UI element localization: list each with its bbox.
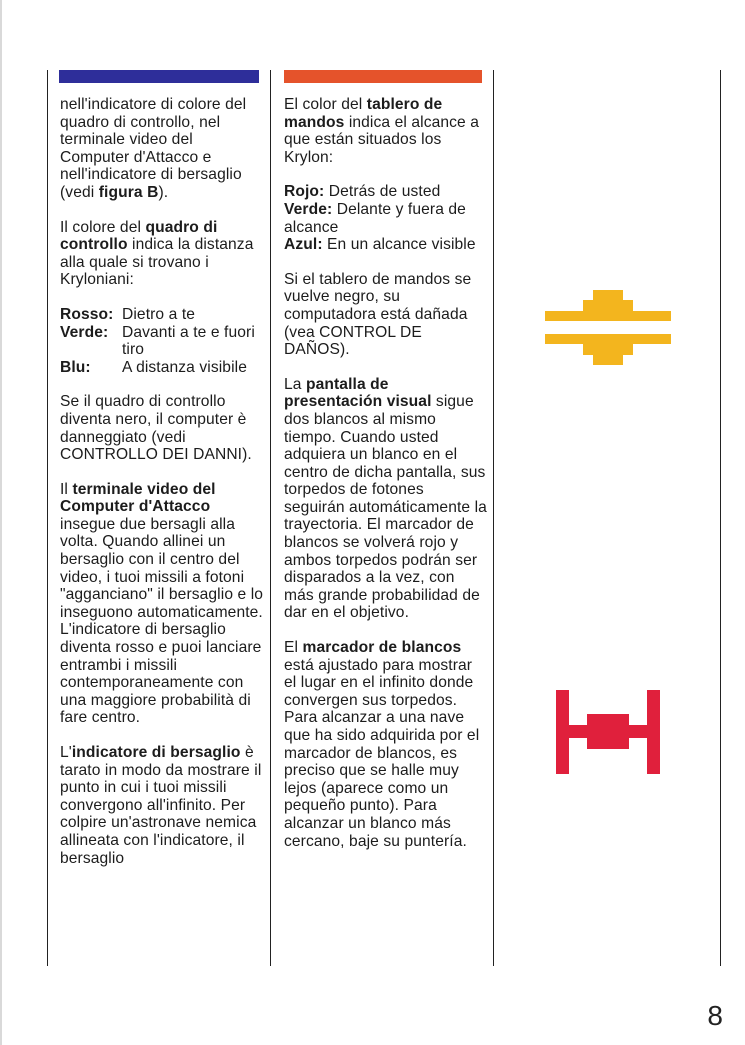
italian-column [60,96,265,884]
spanish-column [284,96,487,867]
italian-color-legend [60,306,265,376]
column-rule-right [493,70,494,966]
spanish-paragraph-1: El color del tablero de mandos indica el alcance a que están situados los Krylon: [284,96,480,166]
red-header-bar [284,70,482,83]
legend-row-azul: Azul: En un alcance visible [284,236,476,254]
italian-paragraph-2: Il colore del quadro di controllo indica la distanza alla quale si trovano i Kryloniani: [60,218,254,289]
legend-row-rosso: Rosso: Dietro a te [60,305,196,323]
italian-paragraph-5: L'indicatore di bersaglio è tarato in modo da mostrare il punto in cui i tuoi missili convergono all'infinito. Per colpire un'astronave nemica allineata con l'indicatore, il bersaglio [60,744,262,867]
italian-paragraph-4: Il terminale video del Computer d'Attacco insegue due bersagli alla volta. Quando allinei un bersaglio con il centro del video, i tuoi missili a fotoni "agganciano" il bersaglio e lo inseguono automaticamente. L'indicatore di bersaglio diventa rosso e puoi lanciare entrambi i missili contemporaneamente con una maggiore probabilità di fare centro. [60,480,264,727]
italian-paragraph-1: nell'indicatore di colore del quadro di controllo, nel terminale video del Computer d'Attacco e nell'indicatore di bersaglio (vedi figura B). [60,96,247,201]
page-left-edge [0,0,2,1045]
yellow-glyph-icon [545,290,671,365]
spanish-paragraph-2: Si el tablero de mandos se vuelve negro, su computadora está dañada (vea CONTROL DE DAÑOS). [284,270,472,359]
blue-header-bar [59,70,259,83]
legend-row-rojo: Rojo: Detrás de usted [284,183,441,201]
page-number: 8 [707,1000,723,1031]
column-rule-middle [270,70,271,966]
legend-row-verde: Verde: Davanti a te e fuori tiro [60,323,255,359]
red-tie-fighter-icon [556,690,660,774]
column-rule-outer [720,70,721,966]
spanish-paragraph-3: La pantalla de presentación visual sigue dos blancos al mismo tiempo. Cuando usted adquiera un blanco en el centro de dicha pantalla, sus torpedos de fotones seguirán automáticamente la trayectoria. El marcador de blancos se volverá rojo y ambos torpedos podrán ser disparados a la vez, con más grande probabilidad de dar en el objetivo. [284,375,487,622]
italian-paragraph-3: Se il quadro di controllo diventa nero, il computer è danneggiato (vedi CONTROLLO DEI DANNI). [60,393,252,464]
legend-row-blu: Blu: A distanza visibile [60,358,247,376]
spanish-paragraph-4: El marcador de blancos está ajustado para mostrar el lugar en el infinito donde convergen sus torpedos. Para alcanzar a una nave que ha sido adquirida por el marcador de blancos, es preciso que se halle muy lejos (aparece como un pequeño punto). Para alcanzar un blanco más cercano, baje su puntería. [284,639,480,850]
legend-row-verde: Verde: Delante y fuera de alcance [284,200,466,236]
column-rule-left [47,70,48,966]
spanish-color-legend [284,183,487,253]
